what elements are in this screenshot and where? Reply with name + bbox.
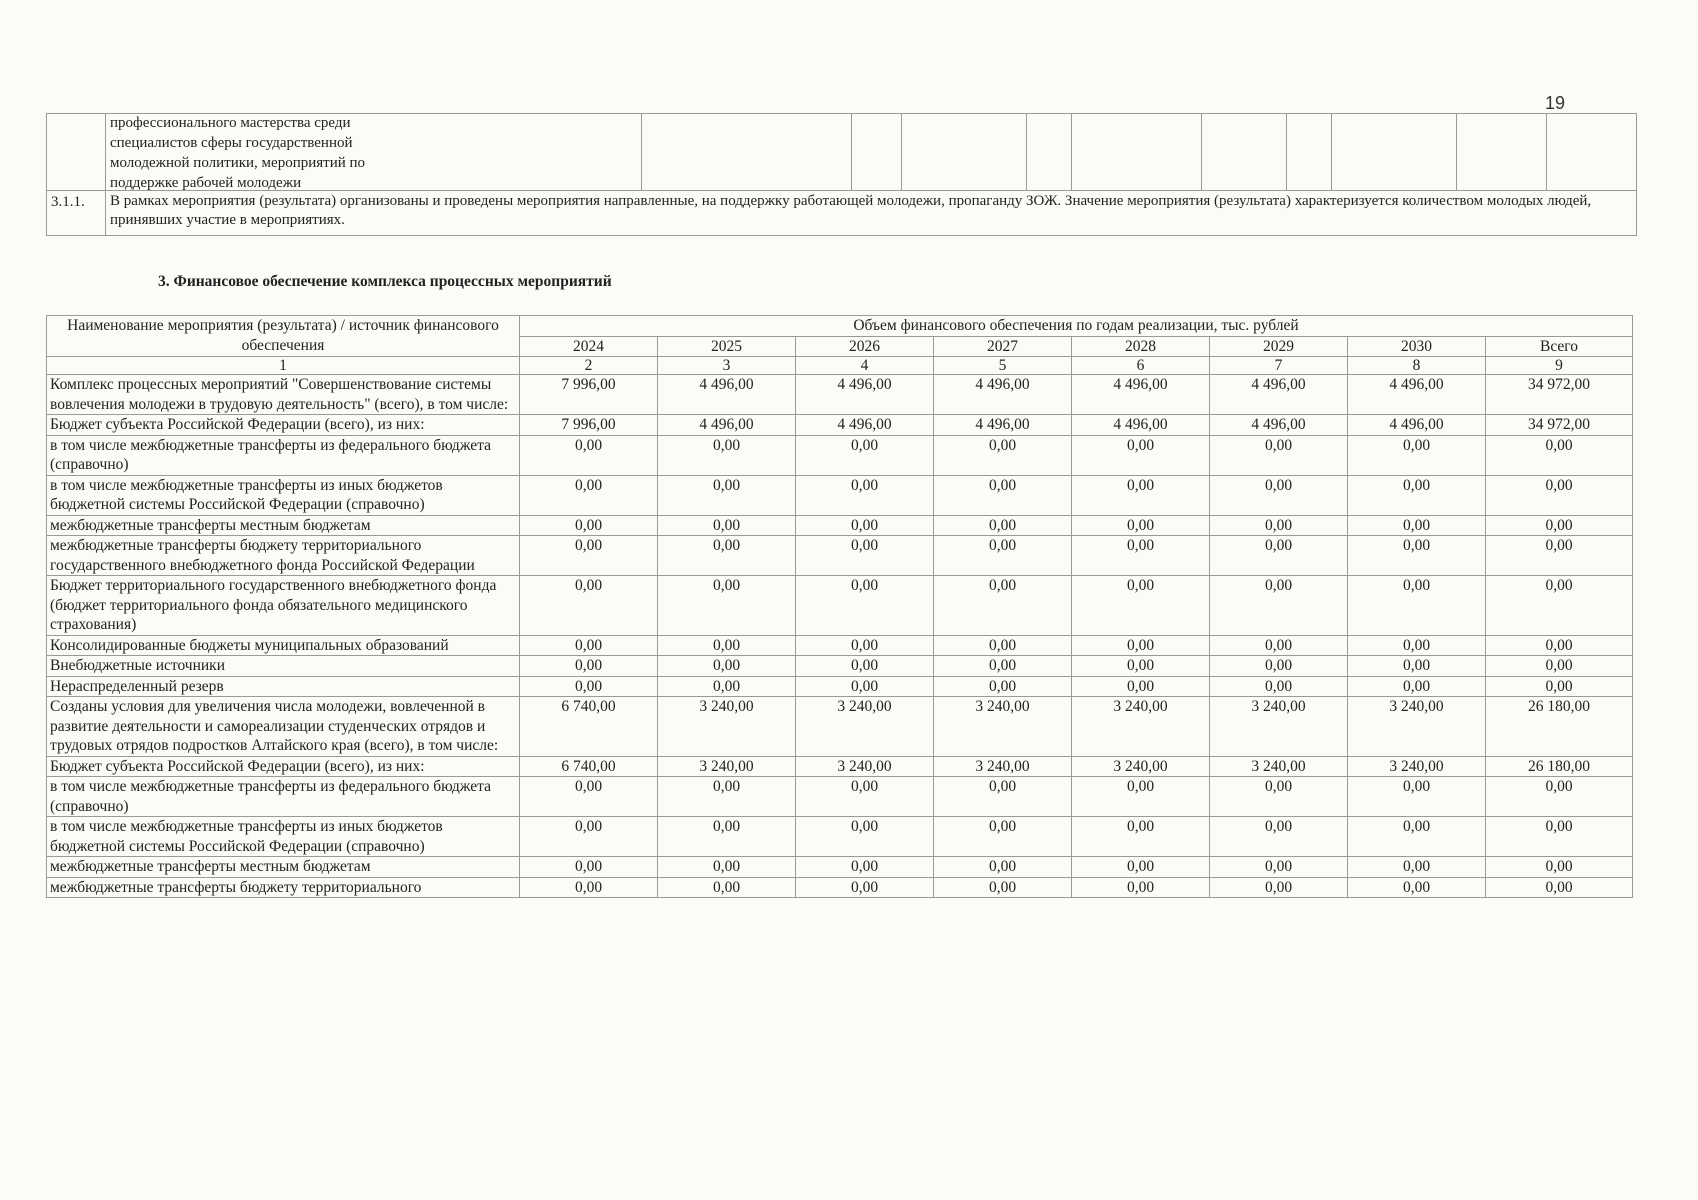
year-value: 0,00 xyxy=(796,435,934,475)
table-row xyxy=(47,697,1633,757)
row-name: Бюджет субъекта Российской Федерации (всего), из них: xyxy=(47,415,520,436)
year-value: 3 240,00 xyxy=(658,697,796,757)
section-title: 3. Финансовое обеспечение комплекса процессных мероприятий xyxy=(158,273,612,290)
year-value: 0,00 xyxy=(1348,576,1486,636)
year-value: 0,00 xyxy=(520,536,658,576)
table-row xyxy=(47,515,1633,536)
column-number: 9 xyxy=(1486,357,1633,375)
year-value: 0,00 xyxy=(934,857,1072,878)
year-value: 0,00 xyxy=(658,817,796,857)
year-value: 6 740,00 xyxy=(520,756,658,777)
year-value: 0,00 xyxy=(1072,676,1210,697)
column-number: 7 xyxy=(1210,357,1348,375)
total-value: 0,00 xyxy=(1486,536,1633,576)
year-value: 0,00 xyxy=(1072,435,1210,475)
total-header: Всего xyxy=(1486,336,1633,357)
row-name: межбюджетные трансферты местным бюджетам xyxy=(47,515,520,536)
table-row xyxy=(47,817,1633,857)
year-value: 0,00 xyxy=(1348,676,1486,697)
row-name: Нераспределенный резерв xyxy=(47,676,520,697)
year-value: 0,00 xyxy=(1348,877,1486,898)
year-value: 0,00 xyxy=(934,817,1072,857)
item-description: В рамках мероприятия (результата) организованы и проведены мероприятия направленные, на поддержку работающей молодежи, пропаганду ЗОЖ. Значение мероприятия (результата) характеризуется количеством молодых людей, принявших участие в мероприятиях. xyxy=(110,193,1592,228)
year-value: 3 240,00 xyxy=(1072,697,1210,757)
year-value: 0,00 xyxy=(1210,536,1348,576)
year-value: 0,00 xyxy=(1210,435,1348,475)
year-value: 0,00 xyxy=(520,676,658,697)
row-name: межбюджетные трансферты местным бюджетам xyxy=(47,857,520,878)
year-value: 0,00 xyxy=(658,536,796,576)
year-value: 0,00 xyxy=(934,515,1072,536)
total-value: 0,00 xyxy=(1486,515,1633,536)
year-value: 0,00 xyxy=(520,877,658,898)
year-value: 4 496,00 xyxy=(1210,375,1348,415)
row-name: межбюджетные трансферты бюджету территориального государственного внебюджетного фонда Российской Федерации xyxy=(47,536,520,576)
year-value: 0,00 xyxy=(1348,656,1486,677)
year-value: 0,00 xyxy=(1210,676,1348,697)
year-value: 0,00 xyxy=(934,777,1072,817)
row-name: Бюджет территориального государственного внебюджетного фонда (бюджет территориального фонда обязательного медицинского страхования) xyxy=(47,576,520,636)
year-value: 3 240,00 xyxy=(796,697,934,757)
table-row xyxy=(47,576,1633,636)
table-row xyxy=(47,857,1633,878)
continuation-name-line: поддержке рабочей молодежи xyxy=(110,175,302,191)
year-value: 0,00 xyxy=(1210,817,1348,857)
year-value: 0,00 xyxy=(934,475,1072,515)
year-value: 0,00 xyxy=(934,536,1072,576)
row-name: межбюджетные трансферты бюджету территориального xyxy=(47,877,520,898)
year-value: 0,00 xyxy=(796,777,934,817)
year-value: 0,00 xyxy=(520,515,658,536)
year-value: 0,00 xyxy=(658,777,796,817)
total-value: 26 180,00 xyxy=(1486,756,1633,777)
total-value: 0,00 xyxy=(1486,877,1633,898)
year-value: 4 496,00 xyxy=(658,375,796,415)
year-value: 0,00 xyxy=(520,475,658,515)
year-value: 0,00 xyxy=(1348,475,1486,515)
total-value: 34 972,00 xyxy=(1486,415,1633,436)
year-value: 0,00 xyxy=(1072,536,1210,576)
row-name: в том числе межбюджетные трансферты из иных бюджетов бюджетной системы Российской Федерации (справочно) xyxy=(47,817,520,857)
year-header: 2029 xyxy=(1210,336,1348,357)
year-value: 4 496,00 xyxy=(1072,375,1210,415)
total-value: 0,00 xyxy=(1486,576,1633,636)
year-value: 4 496,00 xyxy=(934,415,1072,436)
year-value: 0,00 xyxy=(1348,857,1486,878)
year-value: 0,00 xyxy=(520,656,658,677)
finance-table-body xyxy=(47,375,1633,898)
year-value: 0,00 xyxy=(796,475,934,515)
total-value: 0,00 xyxy=(1486,857,1633,878)
table-row xyxy=(47,676,1633,697)
continuation-item-name xyxy=(110,113,440,193)
year-header: 2030 xyxy=(1348,336,1486,357)
year-value: 4 496,00 xyxy=(796,375,934,415)
total-value: 0,00 xyxy=(1486,777,1633,817)
year-value: 4 496,00 xyxy=(934,375,1072,415)
year-value: 0,00 xyxy=(796,676,934,697)
header-volume: Объем финансового обеспечения по годам реализации, тыс. рублей xyxy=(520,316,1633,337)
year-value: 0,00 xyxy=(796,817,934,857)
year-value: 0,00 xyxy=(1210,475,1348,515)
year-value: 0,00 xyxy=(1072,777,1210,817)
year-value: 0,00 xyxy=(934,435,1072,475)
year-value: 3 240,00 xyxy=(796,756,934,777)
column-number: 5 xyxy=(934,357,1072,375)
column-number: 6 xyxy=(1072,357,1210,375)
year-value: 0,00 xyxy=(520,817,658,857)
row-name: Консолидированные бюджеты муниципальных образований xyxy=(47,635,520,656)
year-value: 0,00 xyxy=(796,576,934,636)
year-value: 0,00 xyxy=(934,635,1072,656)
year-value: 4 496,00 xyxy=(658,415,796,436)
table-row xyxy=(47,877,1633,898)
year-value: 0,00 xyxy=(1072,817,1210,857)
year-value: 0,00 xyxy=(796,656,934,677)
year-value: 0,00 xyxy=(520,857,658,878)
continuation-table xyxy=(46,113,1637,236)
year-value: 3 240,00 xyxy=(1210,697,1348,757)
year-value: 7 996,00 xyxy=(520,375,658,415)
year-value: 0,00 xyxy=(1210,515,1348,536)
continuation-name-line: молодежной политики, мероприятий по xyxy=(110,155,366,171)
year-value: 0,00 xyxy=(658,857,796,878)
year-value: 0,00 xyxy=(1210,656,1348,677)
table-row xyxy=(47,777,1633,817)
year-value: 7 996,00 xyxy=(520,415,658,436)
year-value: 0,00 xyxy=(658,676,796,697)
total-value: 0,00 xyxy=(1486,676,1633,697)
year-value: 0,00 xyxy=(1348,536,1486,576)
year-value: 4 496,00 xyxy=(1348,415,1486,436)
year-value: 0,00 xyxy=(1072,857,1210,878)
column-number: 8 xyxy=(1348,357,1486,375)
year-header: 2028 xyxy=(1072,336,1210,357)
total-value: 0,00 xyxy=(1486,817,1633,857)
year-value: 3 240,00 xyxy=(658,756,796,777)
column-number: 4 xyxy=(796,357,934,375)
year-value: 0,00 xyxy=(796,536,934,576)
year-value: 3 240,00 xyxy=(1072,756,1210,777)
total-value: 34 972,00 xyxy=(1486,375,1633,415)
column-number: 1 xyxy=(47,357,520,375)
row-name: в том числе межбюджетные трансферты из федерального бюджета (справочно) xyxy=(47,777,520,817)
year-header: 2026 xyxy=(796,336,934,357)
continuation-name-line: профессионального мастерства среди xyxy=(110,115,351,131)
total-value: 0,00 xyxy=(1486,635,1633,656)
table-row xyxy=(47,475,1633,515)
year-header: 2025 xyxy=(658,336,796,357)
table-row xyxy=(47,435,1633,475)
year-value: 0,00 xyxy=(796,877,934,898)
year-value: 0,00 xyxy=(934,656,1072,677)
year-value: 0,00 xyxy=(520,635,658,656)
year-value: 0,00 xyxy=(658,435,796,475)
year-value: 6 740,00 xyxy=(520,697,658,757)
year-value: 0,00 xyxy=(1348,515,1486,536)
year-value: 0,00 xyxy=(520,435,658,475)
year-value: 0,00 xyxy=(796,635,934,656)
year-value: 0,00 xyxy=(520,576,658,636)
column-number: 3 xyxy=(658,357,796,375)
year-value: 0,00 xyxy=(658,475,796,515)
year-value: 3 240,00 xyxy=(1210,756,1348,777)
total-value: 26 180,00 xyxy=(1486,697,1633,757)
year-value: 4 496,00 xyxy=(1210,415,1348,436)
year-value: 0,00 xyxy=(658,515,796,536)
table-row xyxy=(47,536,1633,576)
table-row xyxy=(47,656,1633,677)
year-value: 0,00 xyxy=(934,877,1072,898)
year-value: 0,00 xyxy=(658,576,796,636)
year-header: 2024 xyxy=(520,336,658,357)
year-value: 0,00 xyxy=(1072,877,1210,898)
year-value: 0,00 xyxy=(658,635,796,656)
year-value: 0,00 xyxy=(1210,635,1348,656)
year-header: 2027 xyxy=(934,336,1072,357)
year-value: 3 240,00 xyxy=(1348,756,1486,777)
year-value: 3 240,00 xyxy=(934,697,1072,757)
finance-table xyxy=(46,315,1633,898)
total-value: 0,00 xyxy=(1486,475,1633,515)
table-row xyxy=(47,375,1633,415)
year-value: 3 240,00 xyxy=(934,756,1072,777)
year-value: 4 496,00 xyxy=(796,415,934,436)
year-value: 0,00 xyxy=(1072,656,1210,677)
year-value: 3 240,00 xyxy=(1348,697,1486,757)
year-value: 0,00 xyxy=(658,877,796,898)
total-value: 0,00 xyxy=(1486,435,1633,475)
total-value: 0,00 xyxy=(1486,656,1633,677)
row-name: Бюджет субъекта Российской Федерации (всего), из них: xyxy=(47,756,520,777)
continuation-name-line: специалистов сферы государственной xyxy=(110,135,353,151)
year-value: 0,00 xyxy=(796,515,934,536)
page-number: 19 xyxy=(1545,93,1566,113)
year-value: 0,00 xyxy=(1348,817,1486,857)
year-value: 0,00 xyxy=(796,857,934,878)
year-value: 0,00 xyxy=(1210,777,1348,817)
year-value: 0,00 xyxy=(1210,857,1348,878)
item-number: 3.1.1. xyxy=(51,194,85,210)
year-value: 0,00 xyxy=(1072,635,1210,656)
row-name: в том числе межбюджетные трансферты из федерального бюджета (справочно) xyxy=(47,435,520,475)
year-value: 0,00 xyxy=(1210,877,1348,898)
table-row xyxy=(47,415,1633,436)
row-name: Созданы условия для увеличения числа молодежи, вовлеченной в развитие деятельности и самореализации студенческих отрядов и трудовых отрядов подростков Алтайского края (всего), в том числе: xyxy=(47,697,520,757)
table-row xyxy=(47,635,1633,656)
year-value: 0,00 xyxy=(1072,576,1210,636)
year-value: 0,00 xyxy=(658,656,796,677)
year-value: 0,00 xyxy=(934,676,1072,697)
year-value: 4 496,00 xyxy=(1348,375,1486,415)
year-value: 4 496,00 xyxy=(1072,415,1210,436)
year-value: 0,00 xyxy=(1072,515,1210,536)
header-name: Наименование мероприятия (результата) / источник финансового обеспечения xyxy=(47,316,520,357)
year-value: 0,00 xyxy=(520,777,658,817)
year-value: 0,00 xyxy=(1348,777,1486,817)
row-name: Внебюджетные источники xyxy=(47,656,520,677)
table-row xyxy=(47,756,1633,777)
year-value: 0,00 xyxy=(934,576,1072,636)
year-value: 0,00 xyxy=(1348,435,1486,475)
year-value: 0,00 xyxy=(1348,635,1486,656)
year-value: 0,00 xyxy=(1072,475,1210,515)
row-name: в том числе межбюджетные трансферты из иных бюджетов бюджетной системы Российской Федерации (справочно) xyxy=(47,475,520,515)
year-value: 0,00 xyxy=(1210,576,1348,636)
row-name: Комплекс процессных мероприятий "Совершенствование системы вовлечения молодежи в трудовую деятельность" (всего), в том числе: xyxy=(47,375,520,415)
column-number: 2 xyxy=(520,357,658,375)
